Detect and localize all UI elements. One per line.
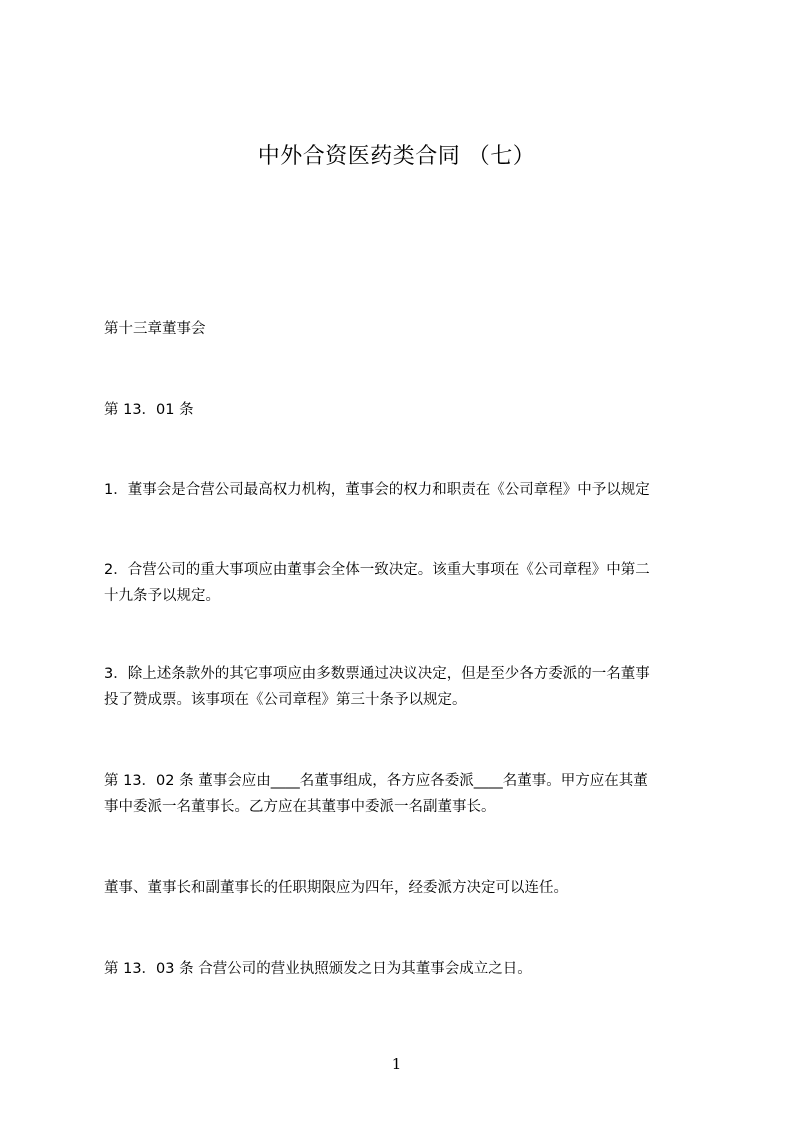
clause-3	[104, 661, 696, 713]
clause-2	[104, 557, 696, 609]
article-13-02-line-2: 事中委派一名董事长。乙方应在其董事中委派一名副董事长。	[104, 799, 496, 815]
article-13-01-heading: 第 13．01 条	[104, 402, 194, 418]
clause-3-line-1: 3．除上述条款外的其它事项应由多数票通过决议决定，但是至少各方委派的一名董事	[104, 666, 650, 682]
chapter-heading: 第十三章董事会	[104, 321, 206, 337]
page-number: 1	[391, 1055, 402, 1073]
article-13-02	[104, 768, 696, 820]
article-13-02-line-1: 第 13．02 条 董事会应由____名董事组成，各方应各委派____名董事。甲方应在其董	[104, 773, 648, 789]
term-paragraph: 董事、董事长和副董事长的任职期限应为四年，经委派方决定可以连任。	[104, 880, 568, 896]
clause-2-line-2: 十九条予以规定。	[104, 588, 220, 604]
document-title: 中外合资医药类合同 （七）	[257, 144, 536, 169]
clause-1: 1．董事会是合营公司最高权力机构，董事会的权力和职责在《公司章程》中予以规定	[104, 482, 650, 498]
article-13-03: 第 13．03 条 合营公司的营业执照颁发之日为其董事会成立之日。	[104, 961, 532, 977]
clause-2-line-1: 2．合营公司的重大事项应由董事会全体一致决定。该重大事项在《公司章程》中第二	[104, 562, 650, 578]
clause-3-line-2: 投了赞成票。该事项在《公司章程》第三十条予以规定。	[104, 692, 467, 708]
